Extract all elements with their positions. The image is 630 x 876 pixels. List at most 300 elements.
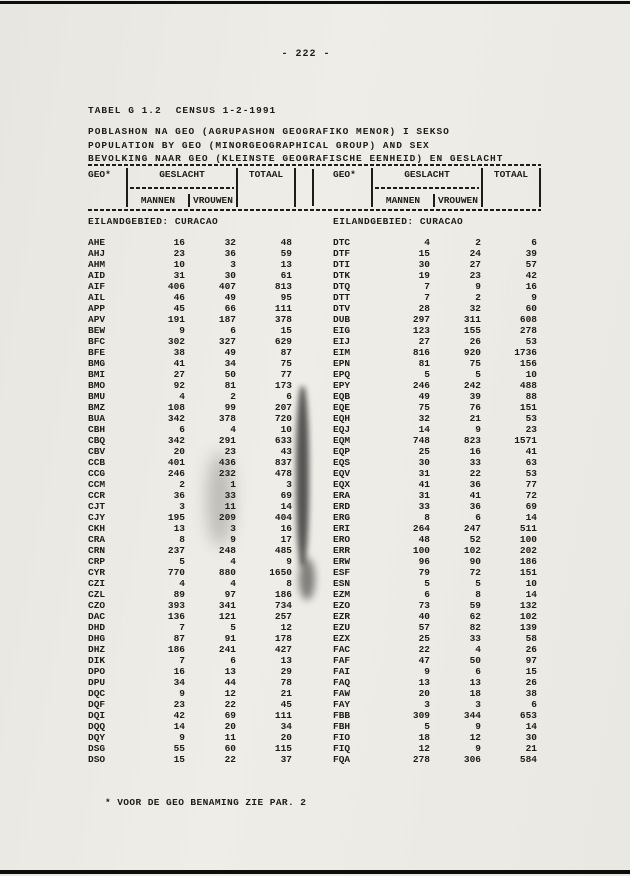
vrouwen-value: 5 — [475, 369, 481, 380]
mannen-value: 20 — [173, 446, 185, 457]
table-row — [88, 655, 296, 666]
totaal-value: 584 — [519, 754, 537, 765]
mannen-value: 57 — [418, 622, 430, 633]
mannen-value: 9 — [179, 325, 185, 336]
table-row — [333, 655, 541, 666]
geo-code: BMO — [88, 380, 106, 391]
geo-code: EZX — [333, 633, 351, 644]
geo-code: CRA — [88, 534, 106, 545]
table-row — [333, 336, 541, 347]
vrouwen-value: 247 — [463, 523, 481, 534]
table-row — [88, 743, 296, 754]
vrouwen-value: 69 — [224, 710, 236, 721]
mannen-value: 302 — [167, 336, 185, 347]
mannen-value: 30 — [418, 259, 430, 270]
mannen-value: 342 — [167, 413, 185, 424]
totaal-value: 77 — [525, 479, 537, 490]
vrouwen-value: 39 — [469, 391, 481, 402]
table-row — [333, 446, 541, 457]
mannen-value: 89 — [173, 589, 185, 600]
mannen-value: 16 — [173, 666, 185, 677]
mannen-value: 191 — [167, 314, 185, 325]
table-row — [88, 336, 296, 347]
geo-code: DPO — [88, 666, 106, 677]
totaal-value: 41 — [525, 446, 537, 457]
vrouwen-value: 232 — [218, 468, 236, 479]
vrouwen-value: 60 — [224, 743, 236, 754]
header-dash-rule — [371, 181, 483, 194]
vrouwen-value: 27 — [469, 259, 481, 270]
geo-code: CBH — [88, 424, 106, 435]
vrouwen-value: 21 — [469, 413, 481, 424]
totaal-value: 378 — [274, 314, 292, 325]
geo-code: CRN — [88, 545, 106, 556]
table-row — [333, 523, 541, 534]
mannen-value: 55 — [173, 743, 185, 754]
mannen-value: 25 — [418, 446, 430, 457]
totaal-value: 1571 — [514, 435, 537, 446]
header-row — [333, 168, 541, 181]
geo-code: FAY — [333, 699, 351, 710]
geo-code: FBH — [333, 721, 351, 732]
geo-column-header: GEO* — [333, 169, 356, 180]
table-row — [333, 699, 541, 710]
mannen-value: 6 — [179, 424, 185, 435]
mannen-value: 41 — [418, 479, 430, 490]
geslacht-subheader — [371, 194, 483, 207]
mannen-value: 18 — [418, 732, 430, 743]
mannen-value: 33 — [418, 501, 430, 512]
section-label-left: EILANDGEBIED: CURACAO — [88, 216, 219, 227]
mannen-value: 75 — [418, 402, 430, 413]
mannen-value: 406 — [167, 281, 185, 292]
totaal-value: 6 — [531, 699, 537, 710]
table-row — [333, 754, 541, 765]
table-row — [333, 611, 541, 622]
totaal-value: 629 — [274, 336, 292, 347]
totaal-value: 63 — [525, 457, 537, 468]
totaal-value: 813 — [274, 281, 292, 292]
vrouwen-value: 4 — [230, 424, 236, 435]
geo-code: EQP — [333, 446, 351, 457]
vrouwen-value: 1 — [230, 479, 236, 490]
vrouwen-value: 22 — [224, 699, 236, 710]
vrouwen-column-header: VROUWEN — [193, 195, 233, 206]
totaal-value: 77 — [280, 369, 292, 380]
mannen-value: 3 — [179, 501, 185, 512]
totaal-column-header: TOTAAL — [238, 168, 296, 181]
mannen-value: 6 — [424, 589, 430, 600]
geo-code: FBB — [333, 710, 351, 721]
mannen-value: 13 — [418, 677, 430, 688]
title-block — [88, 105, 503, 166]
mannen-value: 14 — [173, 721, 185, 732]
totaal-value: 9 — [531, 292, 537, 303]
vrouwen-value: 36 — [224, 248, 236, 259]
vrouwen-value: 823 — [463, 435, 481, 446]
geo-code: DHG — [88, 633, 106, 644]
totaal-value: 6 — [286, 391, 292, 402]
table-row — [333, 424, 541, 435]
mannen-value: 31 — [173, 270, 185, 281]
vrouwen-value: 33 — [224, 490, 236, 501]
mannen-value: 42 — [173, 710, 185, 721]
mannen-value: 16 — [173, 237, 185, 248]
mannen-value: 12 — [418, 743, 430, 754]
mannen-value: 9 — [179, 688, 185, 699]
table-row — [88, 490, 296, 501]
totaal-value: 10 — [280, 424, 292, 435]
table-right-column — [333, 237, 541, 765]
geo-code: DTK — [333, 270, 351, 281]
geslacht-column-header: GESLACHT — [126, 168, 238, 181]
totaal-value: 151 — [519, 402, 537, 413]
geo-code: CZO — [88, 600, 106, 611]
vrouwen-value: 11 — [224, 501, 236, 512]
vrouwen-value: 242 — [463, 380, 481, 391]
totaal-value: 58 — [525, 633, 537, 644]
vrouwen-value: 23 — [469, 270, 481, 281]
table-row — [88, 281, 296, 292]
geo-code: FAW — [333, 688, 351, 699]
mannen-value: 15 — [418, 248, 430, 259]
totaal-value: 97 — [525, 655, 537, 666]
mannen-value: 186 — [167, 644, 185, 655]
header-spacer — [483, 181, 541, 194]
table-row — [88, 710, 296, 721]
geo-code: EZU — [333, 622, 351, 633]
geo-code: CBQ — [88, 435, 106, 446]
geo-code: BUA — [88, 413, 106, 424]
vrouwen-value: 5 — [475, 578, 481, 589]
totaal-value: 14 — [525, 721, 537, 732]
table-row — [88, 644, 296, 655]
vrouwen-value: 291 — [218, 435, 236, 446]
mannen-value: 3 — [424, 699, 430, 710]
mannen-value: 46 — [173, 292, 185, 303]
mannen-value: 7 — [179, 622, 185, 633]
title-lines — [88, 125, 503, 166]
vrouwen-value: 3 — [230, 259, 236, 270]
mannen-value: 264 — [412, 523, 430, 534]
totaal-value: 16 — [280, 523, 292, 534]
table-row — [88, 567, 296, 578]
table-row — [88, 347, 296, 358]
vrouwen-value: 306 — [463, 754, 481, 765]
totaal-value: 257 — [274, 611, 292, 622]
geo-code: CBV — [88, 446, 106, 457]
table-row — [88, 380, 296, 391]
geo-code: DHZ — [88, 644, 106, 655]
vrouwen-value: 6 — [475, 666, 481, 677]
geo-code: ESN — [333, 578, 351, 589]
geo-code: DIK — [88, 655, 106, 666]
table-row — [88, 556, 296, 567]
totaal-value: 37 — [280, 754, 292, 765]
header-dash-rule — [126, 181, 238, 194]
totaal-value: 75 — [280, 358, 292, 369]
vrouwen-value: 59 — [469, 600, 481, 611]
geo-code: BMG — [88, 358, 106, 369]
vrouwen-value: 32 — [224, 237, 236, 248]
geo-code: DSG — [88, 743, 106, 754]
vrouwen-value: 4 — [475, 644, 481, 655]
table-row — [88, 270, 296, 281]
table-row — [333, 314, 541, 325]
table-row — [88, 721, 296, 732]
table-row — [333, 358, 541, 369]
mannen-value: 195 — [167, 512, 185, 523]
totaal-value: 17 — [280, 534, 292, 545]
vrouwen-value: 66 — [224, 303, 236, 314]
totaal-value: 653 — [519, 710, 537, 721]
table-row — [333, 380, 541, 391]
vrouwen-value: 344 — [463, 710, 481, 721]
geo-code: DAC — [88, 611, 106, 622]
table-rule-top — [88, 164, 541, 166]
mannen-value: 45 — [173, 303, 185, 314]
totaal-value: 87 — [280, 347, 292, 358]
table-row — [88, 314, 296, 325]
geo-code: BFC — [88, 336, 106, 347]
geo-code: AID — [88, 270, 106, 281]
mannen-value: 49 — [418, 391, 430, 402]
title-line-english: POPULATION BY GEO (MINORGEOGRAPHICAL GROUP) AND SEX — [88, 139, 430, 151]
totaal-value: 43 — [280, 446, 292, 457]
mannen-value: 246 — [412, 380, 430, 391]
geo-code: AHJ — [88, 248, 106, 259]
totaal-value: 21 — [525, 743, 537, 754]
mannen-value: 5 — [424, 721, 430, 732]
totaal-value: 3 — [286, 479, 292, 490]
mannen-value: 2 — [179, 479, 185, 490]
mannen-value: 7 — [179, 655, 185, 666]
vrouwen-value: 50 — [224, 369, 236, 380]
table-row — [333, 512, 541, 523]
mannen-value: 14 — [418, 424, 430, 435]
table-row — [333, 490, 541, 501]
mannen-value: 108 — [167, 402, 185, 413]
table-row — [333, 435, 541, 446]
vrouwen-value: 22 — [224, 754, 236, 765]
vrouwen-value: 6 — [230, 325, 236, 336]
table-row — [88, 259, 296, 270]
totaal-value: 100 — [519, 534, 537, 545]
table-row — [333, 259, 541, 270]
table-row — [88, 479, 296, 490]
table-column-gap — [296, 237, 333, 765]
table-row — [88, 303, 296, 314]
geo-code: DQF — [88, 699, 106, 710]
mannen-value: 32 — [418, 413, 430, 424]
totaal-value: 48 — [280, 237, 292, 248]
totaal-value: 511 — [519, 523, 537, 534]
mannen-value: 13 — [173, 523, 185, 534]
vrouwen-value: 2 — [475, 237, 481, 248]
vrouwen-value: 880 — [218, 567, 236, 578]
geo-code: FIO — [333, 732, 351, 743]
table-row — [333, 369, 541, 380]
vrouwen-value: 32 — [469, 303, 481, 314]
mannen-value: 278 — [412, 754, 430, 765]
geo-code: AIF — [88, 281, 106, 292]
geo-code: CJT — [88, 501, 106, 512]
table-row — [88, 677, 296, 688]
geo-code: EZO — [333, 600, 351, 611]
mannen-column-header: MANNEN — [373, 194, 435, 207]
table-row — [88, 611, 296, 622]
totaal-value: 1650 — [269, 567, 292, 578]
geo-code: DTT — [333, 292, 351, 303]
geo-code: ERW — [333, 556, 351, 567]
mannen-value: 4 — [179, 578, 185, 589]
table-row — [88, 325, 296, 336]
vrouwen-value: 20 — [224, 721, 236, 732]
totaal-value: 78 — [280, 677, 292, 688]
table-row — [88, 369, 296, 380]
mannen-value: 15 — [173, 754, 185, 765]
table-row — [88, 699, 296, 710]
vrouwen-value: 9 — [230, 534, 236, 545]
totaal-value: 88 — [525, 391, 537, 402]
header-spacer — [88, 194, 126, 207]
table-row — [333, 644, 541, 655]
totaal-value: 186 — [274, 589, 292, 600]
table-row — [88, 600, 296, 611]
geo-code: EZM — [333, 589, 351, 600]
mannen-value: 393 — [167, 600, 185, 611]
geo-code: BMI — [88, 369, 106, 380]
header-spacer — [333, 194, 371, 207]
geo-code: FIQ — [333, 743, 351, 754]
vrouwen-value: 50 — [469, 655, 481, 666]
totaal-value: 53 — [525, 413, 537, 424]
header-row — [333, 181, 541, 194]
totaal-value: 29 — [280, 666, 292, 677]
vrouwen-value: 9 — [475, 281, 481, 292]
totaal-value: 53 — [525, 336, 537, 347]
table-row — [333, 402, 541, 413]
mannen-value: 9 — [179, 732, 185, 743]
totaal-value: 10 — [525, 369, 537, 380]
geo-code: APP — [88, 303, 106, 314]
vrouwen-value: 327 — [218, 336, 236, 347]
totaal-value: 45 — [280, 699, 292, 710]
table-row — [88, 248, 296, 259]
mannen-value: 41 — [173, 358, 185, 369]
totaal-value: 59 — [280, 248, 292, 259]
vrouwen-value: 6 — [230, 655, 236, 666]
mannen-value: 22 — [418, 644, 430, 655]
vrouwen-value: 311 — [463, 314, 481, 325]
totaal-value: 111 — [274, 303, 292, 314]
vrouwen-value: 12 — [224, 688, 236, 699]
geo-code: DPU — [88, 677, 106, 688]
totaal-value: 26 — [525, 644, 537, 655]
table-row — [88, 666, 296, 677]
totaal-value: 38 — [525, 688, 537, 699]
mannen-value: 123 — [412, 325, 430, 336]
mannen-value: 30 — [418, 457, 430, 468]
totaal-value: 111 — [274, 710, 292, 721]
totaal-value: 404 — [274, 512, 292, 523]
geo-code: FAF — [333, 655, 351, 666]
geo-code: DHD — [88, 622, 106, 633]
mannen-value: 27 — [418, 336, 430, 347]
vrouwen-value: 26 — [469, 336, 481, 347]
mannen-value: 100 — [412, 545, 430, 556]
table-row — [333, 721, 541, 732]
geo-code: AIL — [88, 292, 106, 303]
table-row — [88, 545, 296, 556]
table-row — [333, 600, 541, 611]
mannen-value: 87 — [173, 633, 185, 644]
totaal-value: 21 — [280, 688, 292, 699]
mannen-value: 36 — [173, 490, 185, 501]
mannen-value: 816 — [412, 347, 430, 358]
geo-code: EPY — [333, 380, 351, 391]
vrouwen-value: 22 — [469, 468, 481, 479]
geo-code: EQH — [333, 413, 351, 424]
totaal-value: 15 — [280, 325, 292, 336]
geo-code: ERO — [333, 534, 351, 545]
mannen-value: 31 — [418, 490, 430, 501]
header-row — [333, 194, 541, 207]
mannen-value: 27 — [173, 369, 185, 380]
totaal-value: 202 — [519, 545, 537, 556]
vrouwen-value: 44 — [224, 677, 236, 688]
geo-code: FQA — [333, 754, 351, 765]
totaal-value: 26 — [525, 677, 537, 688]
table-header-right — [333, 168, 541, 207]
census-label: CENSUS 1-2-1991 — [175, 105, 277, 116]
vrouwen-value: 76 — [469, 402, 481, 413]
table-row — [333, 567, 541, 578]
table-row — [333, 677, 541, 688]
table-row — [88, 501, 296, 512]
table-row — [88, 523, 296, 534]
vrouwen-value: 24 — [469, 248, 481, 259]
totaal-value: 14 — [280, 501, 292, 512]
table-row — [333, 325, 541, 336]
vrouwen-value: 121 — [218, 611, 236, 622]
totaal-value: 30 — [525, 732, 537, 743]
header-row — [88, 181, 296, 194]
geslacht-column-header: GESLACHT — [371, 168, 483, 181]
table-row — [333, 556, 541, 567]
geo-code: DQI — [88, 710, 106, 721]
vrouwen-value: 23 — [224, 446, 236, 457]
vrouwen-value: 49 — [224, 347, 236, 358]
geo-code: EPN — [333, 358, 351, 369]
table-row — [333, 237, 541, 248]
vrouwen-value: 18 — [469, 688, 481, 699]
header-row — [88, 168, 296, 181]
mannen-value: 297 — [412, 314, 430, 325]
table-row — [88, 413, 296, 424]
table-header-left — [88, 168, 296, 207]
header-spacer — [238, 181, 296, 194]
geo-code: ERI — [333, 523, 351, 534]
table-body — [88, 237, 541, 765]
table-header — [88, 168, 541, 207]
mannen-value: 748 — [412, 435, 430, 446]
mannen-value: 23 — [173, 699, 185, 710]
totaal-value: 478 — [274, 468, 292, 479]
table-row — [333, 413, 541, 424]
mannen-value: 342 — [167, 435, 185, 446]
table-left-column — [88, 237, 296, 765]
